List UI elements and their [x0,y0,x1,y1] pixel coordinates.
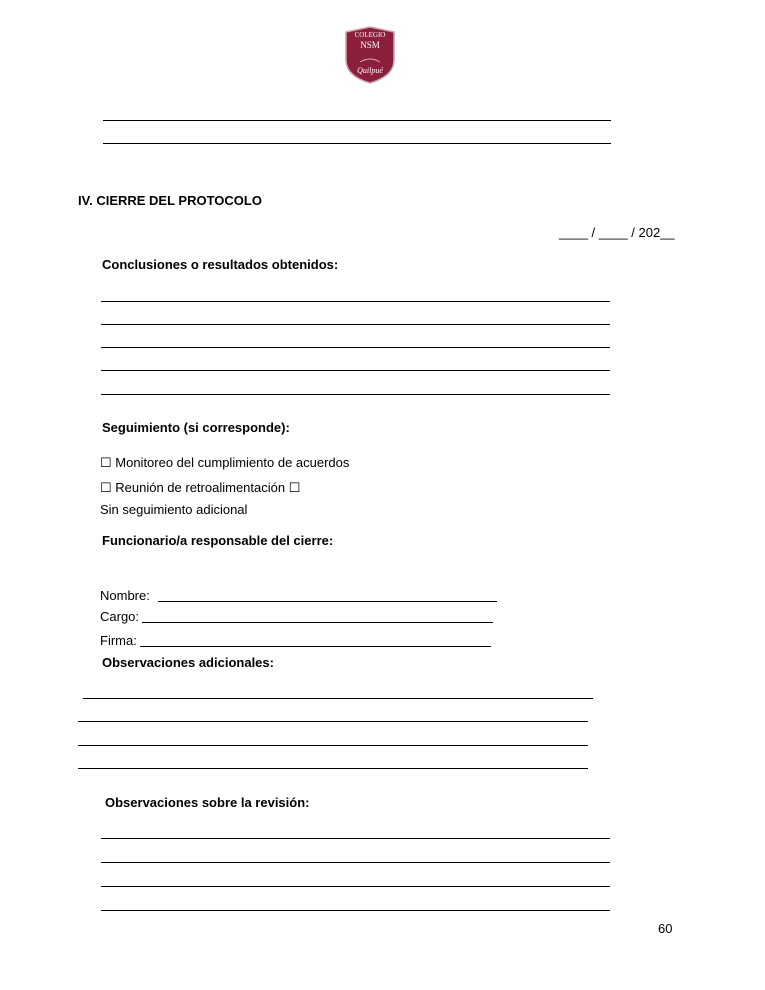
school-logo [342,26,398,84]
position-line[interactable] [142,622,493,623]
conclusions-line[interactable] [101,324,610,325]
additional-observations-label: Observaciones adicionales: [102,655,274,670]
review-observations-line[interactable] [101,838,610,839]
review-observations-label: Observaciones sobre la revisión: [105,795,310,810]
review-observations-line[interactable] [101,862,610,863]
followup-option-monitoring[interactable]: ☐ Monitoreo del cumplimiento de acuerdos [100,455,350,470]
review-observations-line[interactable] [101,910,610,911]
additional-observations-line[interactable] [78,768,588,769]
additional-observations-line[interactable] [78,745,588,746]
responsible-label: Funcionario/a responsable del cierre: [102,533,334,548]
logo-text-bottom: Quilpué [357,66,383,75]
conclusions-line[interactable] [101,347,610,348]
followup-label: Seguimiento (si corresponde): [102,420,290,435]
answer-line[interactable] [103,120,611,121]
logo-text-top: COLEGIO [354,31,386,39]
followup-option-none: Sin seguimiento adicional [100,502,248,517]
signature-label: Firma: [100,633,137,648]
position-label: Cargo: [100,609,140,624]
section-title: IV. CIERRE DEL PROTOCOLO [78,193,262,208]
page-number: 60 [658,921,673,936]
conclusions-label: Conclusiones o resultados obtenidos: [102,257,339,272]
answer-line[interactable] [103,143,611,144]
additional-observations-line[interactable] [78,721,588,722]
conclusions-line[interactable] [101,370,610,371]
name-label: Nombre: [100,588,150,603]
conclusions-line[interactable] [101,301,610,302]
followup-option-feedback[interactable]: ☐ Reunión de retroalimentación ☐ [100,480,301,495]
conclusions-line[interactable] [101,394,610,395]
additional-observations-line[interactable] [83,698,593,699]
name-line[interactable] [158,601,497,602]
review-observations-line[interactable] [101,886,610,887]
logo-text-middle: NSM [360,40,380,50]
signature-line[interactable] [140,646,491,647]
date-field[interactable]: ____ / ____ / 202__ [559,225,675,240]
